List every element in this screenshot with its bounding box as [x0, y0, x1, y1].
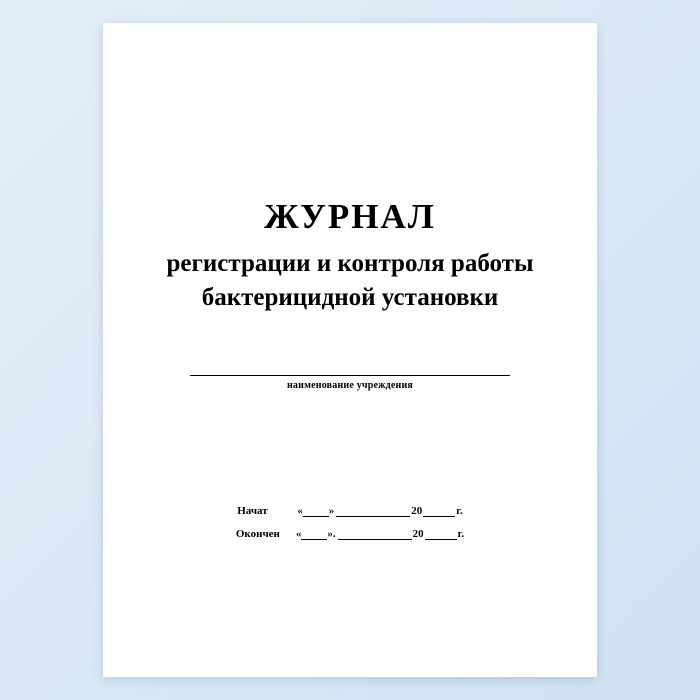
date-started-label: Начат	[237, 505, 268, 517]
organization-write-line	[190, 375, 510, 376]
date-started-day-blank	[303, 507, 329, 517]
date-started-quote-close: »	[328, 505, 335, 517]
date-finished-month-blank	[338, 530, 412, 540]
date-finished-year-suffix: г.	[457, 528, 465, 540]
organization-caption: наименование учреждения	[286, 380, 414, 391]
date-started-year-prefix: 20	[411, 505, 423, 517]
date-finished-label: Окончен	[235, 528, 280, 540]
date-row-finished	[103, 528, 597, 540]
organization-block	[103, 375, 597, 391]
date-finished-quote-close: ».	[327, 528, 336, 540]
date-finished-year-prefix: 20	[412, 528, 424, 540]
date-row-started	[103, 505, 597, 517]
date-started-year-suffix: г.	[456, 505, 463, 517]
date-finished-day-blank	[301, 530, 327, 540]
document-title: ЖУРНАЛ	[264, 197, 436, 236]
document-subtitle-line-2: бактерицидной установки	[201, 283, 499, 311]
date-started-quote-open: «	[297, 505, 303, 517]
date-started-month-blank	[336, 507, 410, 517]
document-page	[103, 23, 597, 677]
date-started-year-blank	[423, 507, 455, 517]
date-finished-quote-open: «	[295, 528, 302, 540]
document-subtitle-line-1: регистрации и контроля работы	[166, 249, 534, 277]
title-block	[103, 198, 597, 314]
date-finished-year-blank	[425, 530, 457, 540]
page-content	[103, 23, 597, 677]
dates-block	[103, 505, 597, 551]
